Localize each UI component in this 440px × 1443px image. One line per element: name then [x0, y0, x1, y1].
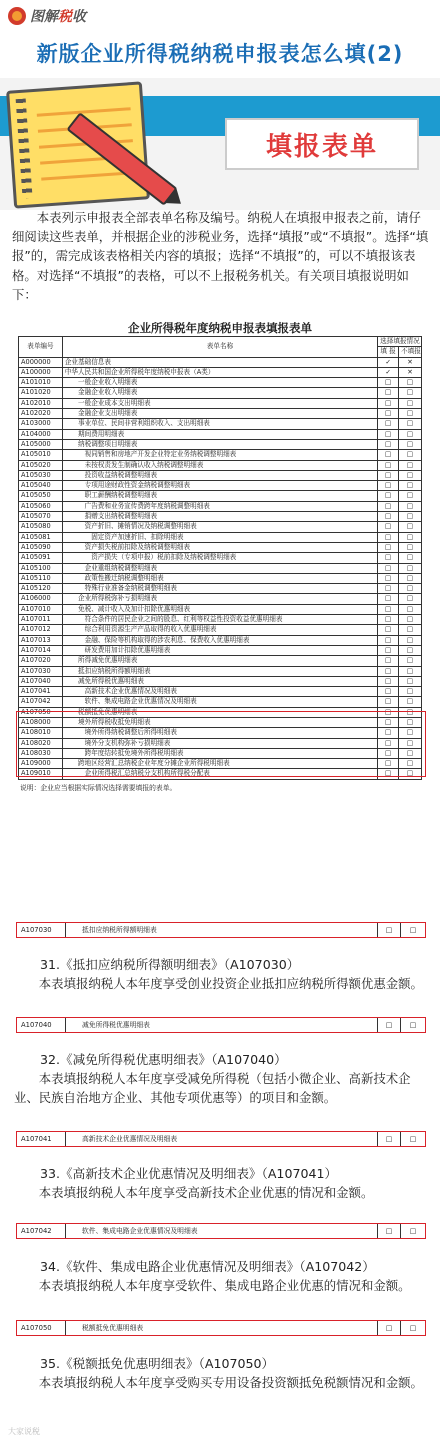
table-row — [19, 429, 422, 439]
row-nofill-mark[interactable]: ✕ — [399, 367, 422, 377]
row-nofill-mark[interactable]: □ — [399, 738, 422, 748]
row-name: 所得减免优惠明细表 — [62, 656, 377, 666]
item-description: 本表填报纳税人本年度享受购买专用设备投资额抵免税额情况和金额。 — [38, 1375, 423, 1390]
row-code: A100000 — [19, 367, 63, 377]
logo-mark-icon — [8, 7, 26, 25]
highlighted-row — [16, 1131, 426, 1147]
table-row — [19, 615, 422, 625]
row-code: A107030 — [19, 666, 63, 676]
table-note: 说明：企业应当根据实际情况选择需要填报的表单。 — [20, 783, 177, 792]
table-row — [19, 501, 422, 511]
row-nofill-mark[interactable]: □ — [399, 666, 422, 676]
table-row — [19, 604, 422, 614]
col-code-header: 表单编号 — [19, 337, 63, 358]
form-list-table — [18, 318, 422, 858]
row-name: 中华人民共和国企业所得税年度纳税申报表（A类） — [62, 367, 377, 377]
row-nofill-mark[interactable]: □ — [399, 635, 422, 645]
row-code: A105060 — [19, 501, 63, 511]
row-fill-mark[interactable]: □ — [378, 594, 399, 604]
row-nofill-mark[interactable]: □ — [399, 553, 422, 563]
row-fill-mark[interactable]: □ — [378, 666, 399, 676]
row-code: A105000 — [19, 439, 63, 449]
row-fill-mark[interactable]: □ — [378, 769, 399, 779]
row-nofill-mark[interactable]: □ — [399, 460, 422, 470]
strip-fill-mark[interactable]: □ — [378, 1018, 401, 1032]
row-name: 资产损失（专项申报）税前扣除及纳税调整明细表 — [62, 553, 377, 563]
table-row — [19, 419, 422, 429]
row-name: 事业单位、民间非营利组织收入、支出明细表 — [62, 419, 377, 429]
row-code: A105050 — [19, 491, 63, 501]
strip-nofill-mark[interactable]: □ — [409, 926, 417, 934]
strip-name: 减免所得税优惠明细表 — [66, 1018, 378, 1032]
strip-name: 高新技术企业优惠情况及明细表 — [66, 1132, 378, 1146]
table-row — [19, 470, 422, 480]
row-code: A107013 — [19, 635, 63, 645]
row-nofill-mark[interactable]: □ — [399, 501, 422, 511]
row-code: A108010 — [19, 728, 63, 738]
row-nofill-mark[interactable]: □ — [399, 429, 422, 439]
row-nofill-mark[interactable]: □ — [399, 563, 422, 573]
row-name: 特殊行业准备金纳税调整明细表 — [62, 584, 377, 594]
watermark: 大家说税 — [8, 1427, 40, 1436]
row-name: 一般企业收入明细表 — [62, 378, 377, 388]
row-code: A106000 — [19, 594, 63, 604]
row-nofill-mark[interactable]: □ — [399, 419, 422, 429]
table-row — [19, 439, 422, 449]
row-nofill-mark[interactable]: □ — [399, 542, 422, 552]
row-fill-mark[interactable]: □ — [378, 645, 399, 655]
row-fill-mark[interactable]: □ — [378, 697, 399, 707]
table-row — [19, 398, 422, 408]
row-name: 税额抵免优惠明细表 — [62, 707, 377, 717]
row-name: 广告费和业务宣传费跨年度纳税调整明细表 — [62, 501, 377, 511]
row-code: A105110 — [19, 573, 63, 583]
row-name: 未按权责发生制确认收入纳税调整明细表 — [62, 460, 377, 470]
row-fill-mark[interactable]: □ — [378, 542, 399, 552]
table-row — [19, 645, 422, 655]
row-code: A104000 — [19, 429, 63, 439]
row-nofill-mark[interactable]: □ — [399, 707, 422, 717]
table-row — [19, 378, 422, 388]
strip-code: A107042 — [17, 1224, 66, 1238]
item-heading: 31.《抵扣应纳税所得额明细表》（A107030） — [40, 957, 300, 972]
row-code: A107020 — [19, 656, 63, 666]
highlighted-row — [16, 1223, 426, 1239]
row-name: 境外分支机构弥补亏损明细表 — [62, 738, 377, 748]
table-row — [19, 481, 422, 491]
row-name: 资产折旧、摊销情况及纳税调整明细表 — [62, 522, 377, 532]
item-heading: 34.《软件、集成电路企业优惠情况及明细表》（A107042） — [40, 1259, 375, 1274]
row-code: A108000 — [19, 717, 63, 727]
item-heading: 33.《高新技术企业优惠情况及明细表》（A107041） — [40, 1166, 338, 1181]
row-code: A101020 — [19, 388, 63, 398]
row-fill-mark[interactable]: □ — [378, 450, 399, 460]
row-nofill-mark[interactable]: □ — [399, 728, 422, 738]
row-nofill-mark[interactable]: □ — [399, 532, 422, 542]
row-name: 一般企业成本支出明细表 — [62, 398, 377, 408]
row-nofill-mark[interactable]: □ — [399, 697, 422, 707]
row-code: A107050 — [19, 707, 63, 717]
row-fill-mark[interactable]: □ — [378, 584, 399, 594]
strip-code: A107040 — [17, 1018, 66, 1032]
row-name: 政策性搬迁纳税调整明细表 — [62, 573, 377, 583]
row-nofill-mark[interactable]: □ — [399, 450, 422, 460]
row-code: A105020 — [19, 460, 63, 470]
row-code: A109010 — [19, 769, 63, 779]
row-fill-mark[interactable]: □ — [378, 625, 399, 635]
row-name: 资产损失税前扣除及纳税调整明细表 — [62, 542, 377, 552]
row-nofill-mark[interactable]: □ — [399, 481, 422, 491]
table-row — [19, 625, 422, 635]
table-row — [19, 522, 422, 532]
row-code: A101010 — [19, 378, 63, 388]
row-nofill-mark[interactable]: □ — [399, 594, 422, 604]
brand-logo — [8, 6, 86, 26]
row-name: 金融企业支出明细表 — [62, 409, 377, 419]
row-name: 高新技术企业优惠情况及明细表 — [62, 687, 377, 697]
row-fill-mark[interactable]: ✓ — [378, 357, 399, 367]
row-nofill-mark[interactable]: □ — [399, 439, 422, 449]
row-nofill-mark[interactable]: □ — [399, 769, 422, 779]
col-nofill-header: 不填报 — [399, 347, 422, 357]
strip-nofill-mark[interactable]: □ — [409, 1135, 417, 1143]
row-name: 跨地区经营汇总纳税企业年度分摊企业所得税明细表 — [62, 759, 377, 769]
strip-name: 软件、集成电路企业优惠情况及明细表 — [66, 1224, 378, 1238]
row-code: A108030 — [19, 748, 63, 758]
strip-code: A107050 — [17, 1321, 66, 1335]
row-name: 捐赠支出纳税调整明细表 — [62, 512, 377, 522]
row-fill-mark[interactable]: □ — [378, 491, 399, 501]
table-title: 企业所得税年度纳税申报表填报表单 — [128, 321, 312, 335]
row-fill-mark[interactable]: □ — [378, 553, 399, 563]
top-bar — [0, 0, 440, 34]
row-fill-mark[interactable]: □ — [378, 687, 399, 697]
row-name: 综合利用资源生产产品取得的收入优惠明细表 — [62, 625, 377, 635]
strip-fill-mark[interactable]: □ — [378, 1132, 401, 1146]
strip-code: A107041 — [17, 1132, 66, 1146]
table-row — [19, 491, 422, 501]
row-name: 期间费用明细表 — [62, 429, 377, 439]
row-code: A105081 — [19, 532, 63, 542]
row-code: A109000 — [19, 759, 63, 769]
table-row — [19, 367, 422, 377]
row-nofill-mark[interactable]: □ — [399, 748, 422, 758]
highlighted-row — [16, 922, 426, 938]
row-code: A105070 — [19, 512, 63, 522]
row-fill-mark[interactable]: □ — [378, 470, 399, 480]
item-description: 本表填报纳税人本年度享受软件、集成电路企业优惠的情况和金额。 — [38, 1278, 411, 1293]
row-name: 企业重组纳税调整明细表 — [62, 563, 377, 573]
table-row — [19, 450, 422, 460]
row-name: 跨年度结转抵免境外所得税明细表 — [62, 748, 377, 758]
row-code: A108020 — [19, 738, 63, 748]
row-fill-mark[interactable]: □ — [378, 728, 399, 738]
row-code: A105090 — [19, 542, 63, 552]
row-name: 符合条件的居民企业之间的股息、红利等权益性投资收益优惠明细表 — [62, 615, 377, 625]
table-row — [19, 357, 422, 367]
item-description: 本表填报纳税人本年度享受高新技术企业优惠的情况和金额。 — [38, 1185, 374, 1200]
strip-nofill-mark[interactable]: □ — [409, 1021, 417, 1029]
row-nofill-mark[interactable]: □ — [399, 378, 422, 388]
strip-name: 税额抵免优惠明细表 — [66, 1321, 378, 1335]
table-row — [19, 542, 422, 552]
row-nofill-mark[interactable]: □ — [399, 625, 422, 635]
row-nofill-mark[interactable]: □ — [399, 388, 422, 398]
item-description: 本表填报纳税人本年度享受创业投资企业抵扣应纳税所得额优惠金额。 — [38, 976, 423, 991]
highlighted-row — [16, 1017, 426, 1033]
table-row — [19, 573, 422, 583]
row-code: A107011 — [19, 615, 63, 625]
row-nofill-mark[interactable]: □ — [399, 470, 422, 480]
row-fill-mark[interactable]: □ — [378, 378, 399, 388]
row-fill-mark[interactable]: □ — [378, 748, 399, 758]
row-code: A105100 — [19, 563, 63, 573]
row-fill-mark[interactable]: □ — [378, 398, 399, 408]
row-nofill-mark[interactable]: □ — [399, 409, 422, 419]
highlighted-row — [16, 1320, 426, 1336]
row-fill-mark[interactable]: □ — [378, 481, 399, 491]
row-fill-mark[interactable]: □ — [378, 676, 399, 686]
row-nofill-mark[interactable]: □ — [399, 604, 422, 614]
row-nofill-mark[interactable]: □ — [399, 645, 422, 655]
table-row — [19, 553, 422, 563]
row-fill-mark[interactable]: □ — [378, 635, 399, 645]
highlight-frame — [16, 711, 426, 777]
table-row — [19, 594, 422, 604]
logo-text: 图解税收 — [30, 9, 86, 25]
row-fill-mark[interactable]: □ — [378, 409, 399, 419]
row-fill-mark[interactable]: □ — [378, 501, 399, 511]
table-row — [19, 512, 422, 522]
table-row — [19, 388, 422, 398]
row-fill-mark[interactable]: □ — [378, 429, 399, 439]
row-code: A102010 — [19, 398, 63, 408]
row-name: 企业所得税汇总纳税分支机构所得税分配表 — [62, 769, 377, 779]
item-description: 本表填报纳税人本年度享受减免所得税（包括小微企业、高新技术企业、民族自治地方企业、其他专项优惠等）的项目和金额。 — [14, 1071, 411, 1105]
row-name: 专项用途财政性资金纳税调整明细表 — [62, 481, 377, 491]
row-nofill-mark[interactable]: □ — [399, 656, 422, 666]
page-title: 新版企业所得税纳税申报表怎么填(2) — [36, 42, 404, 66]
table-row — [19, 563, 422, 573]
row-fill-mark[interactable]: □ — [378, 460, 399, 470]
row-nofill-mark[interactable]: □ — [399, 717, 422, 727]
row-nofill-mark[interactable]: ✕ — [399, 357, 422, 367]
row-name: 投资收益纳税调整明细表 — [62, 470, 377, 480]
row-fill-mark[interactable]: □ — [378, 573, 399, 583]
col-fill-header: 填 报 — [378, 347, 399, 357]
row-name: 减免所得税优惠明细表 — [62, 676, 377, 686]
row-name: 职工薪酬纳税调整明细表 — [62, 491, 377, 501]
table-row — [19, 635, 422, 645]
banner-label: 填报表单 — [225, 118, 419, 170]
strip-nofill-mark[interactable]: □ — [409, 1324, 417, 1332]
item-heading: 32.《减免所得税优惠明细表》（A107040） — [40, 1052, 287, 1067]
row-nofill-mark[interactable]: □ — [399, 687, 422, 697]
row-fill-mark[interactable]: □ — [378, 419, 399, 429]
row-fill-mark[interactable]: □ — [378, 439, 399, 449]
row-code: A105120 — [19, 584, 63, 594]
row-fill-mark[interactable]: □ — [378, 532, 399, 542]
row-fill-mark[interactable]: ✓ — [378, 367, 399, 377]
table-row — [19, 676, 422, 686]
notebook-icon — [6, 81, 150, 208]
row-nofill-mark[interactable]: □ — [399, 522, 422, 532]
strip-fill-mark[interactable]: □ — [378, 923, 401, 937]
row-code: A105091 — [19, 553, 63, 563]
row-fill-mark[interactable]: □ — [378, 604, 399, 614]
row-code: A105080 — [19, 522, 63, 532]
row-code: A102020 — [19, 409, 63, 419]
row-fill-mark[interactable]: □ — [378, 656, 399, 666]
row-code: A107014 — [19, 645, 63, 655]
row-fill-mark[interactable]: □ — [378, 512, 399, 522]
row-name: 软件、集成电路企业优惠情况及明细表 — [62, 697, 377, 707]
table-row — [19, 687, 422, 697]
row-name: 金融企业收入明细表 — [62, 388, 377, 398]
row-nofill-mark[interactable]: □ — [399, 512, 422, 522]
row-nofill-mark[interactable]: □ — [399, 615, 422, 625]
row-fill-mark[interactable]: □ — [378, 738, 399, 748]
row-code: A103000 — [19, 419, 63, 429]
table-row — [19, 409, 422, 419]
table-row — [19, 460, 422, 470]
row-code: A107010 — [19, 604, 63, 614]
row-fill-mark[interactable]: □ — [378, 759, 399, 769]
strip-code: A107030 — [17, 923, 66, 937]
row-nofill-mark[interactable]: □ — [399, 584, 422, 594]
strip-name: 抵扣应纳税所得额明细表 — [66, 923, 378, 937]
row-name: 抵扣应纳税所得额明细表 — [62, 666, 377, 676]
row-code: A000000 — [19, 357, 63, 367]
intro-paragraph: 本表列示申报表全部表单名称及编号。纳税人在填报申报表之前，请仔细阅读这些表单，并根据企业的涉税业务，选择“填报”或“不填报”。选择“填报”的，需完成该表格相关内容的填报；选择“不填报”的，可以不填报该表格。对选择“不填报”的表格，可以不上报税务机关。有关项目填报说明如下： — [12, 210, 429, 302]
row-name: 固定资产加速折旧、扣除明细表 — [62, 532, 377, 542]
row-code: A105040 — [19, 481, 63, 491]
row-fill-mark[interactable]: □ — [378, 522, 399, 532]
row-name: 企业所得税弥补亏损明细表 — [62, 594, 377, 604]
row-nofill-mark[interactable]: □ — [399, 676, 422, 686]
row-name: 境外所得税收抵免明细表 — [62, 717, 377, 727]
row-fill-mark[interactable]: □ — [378, 707, 399, 717]
row-fill-mark[interactable]: □ — [378, 388, 399, 398]
table-row — [19, 532, 422, 542]
row-code: A107040 — [19, 676, 63, 686]
row-code: A107012 — [19, 625, 63, 635]
strip-fill-mark[interactable]: □ — [378, 1224, 401, 1238]
row-nofill-mark[interactable]: □ — [399, 759, 422, 769]
col-choice-header: 选择填报情况 — [378, 337, 422, 347]
row-nofill-mark[interactable]: □ — [399, 398, 422, 408]
row-name: 企业基础信息表 — [62, 357, 377, 367]
row-nofill-mark[interactable]: □ — [399, 491, 422, 501]
table-row — [19, 666, 422, 676]
table-row — [19, 584, 422, 594]
strip-fill-mark[interactable]: □ — [378, 1321, 401, 1335]
table-row — [19, 656, 422, 666]
row-fill-mark[interactable]: □ — [378, 615, 399, 625]
row-code: A105030 — [19, 470, 63, 480]
row-code: A107041 — [19, 687, 63, 697]
row-name: 视同销售和房地产开发企业特定业务纳税调整明细表 — [62, 450, 377, 460]
row-name: 研发费用加计扣除优惠明细表 — [62, 645, 377, 655]
row-code: A105010 — [19, 450, 63, 460]
row-code: A107042 — [19, 697, 63, 707]
row-name: 境外所得纳税调整后所得明细表 — [62, 728, 377, 738]
item-heading: 35.《税额抵免优惠明细表》（A107050） — [40, 1356, 275, 1371]
row-name: 纳税调整项目明细表 — [62, 439, 377, 449]
strip-nofill-mark[interactable]: □ — [409, 1227, 417, 1235]
row-fill-mark[interactable]: □ — [378, 563, 399, 573]
row-name: 免税、减计收入及加计扣除优惠明细表 — [62, 604, 377, 614]
col-name-header: 表单名称 — [62, 337, 377, 358]
table-row — [19, 697, 422, 707]
row-fill-mark[interactable]: □ — [378, 717, 399, 727]
row-name: 金融、保险等机构取得的涉农利息、保费收入优惠明细表 — [62, 635, 377, 645]
row-nofill-mark[interactable]: □ — [399, 573, 422, 583]
